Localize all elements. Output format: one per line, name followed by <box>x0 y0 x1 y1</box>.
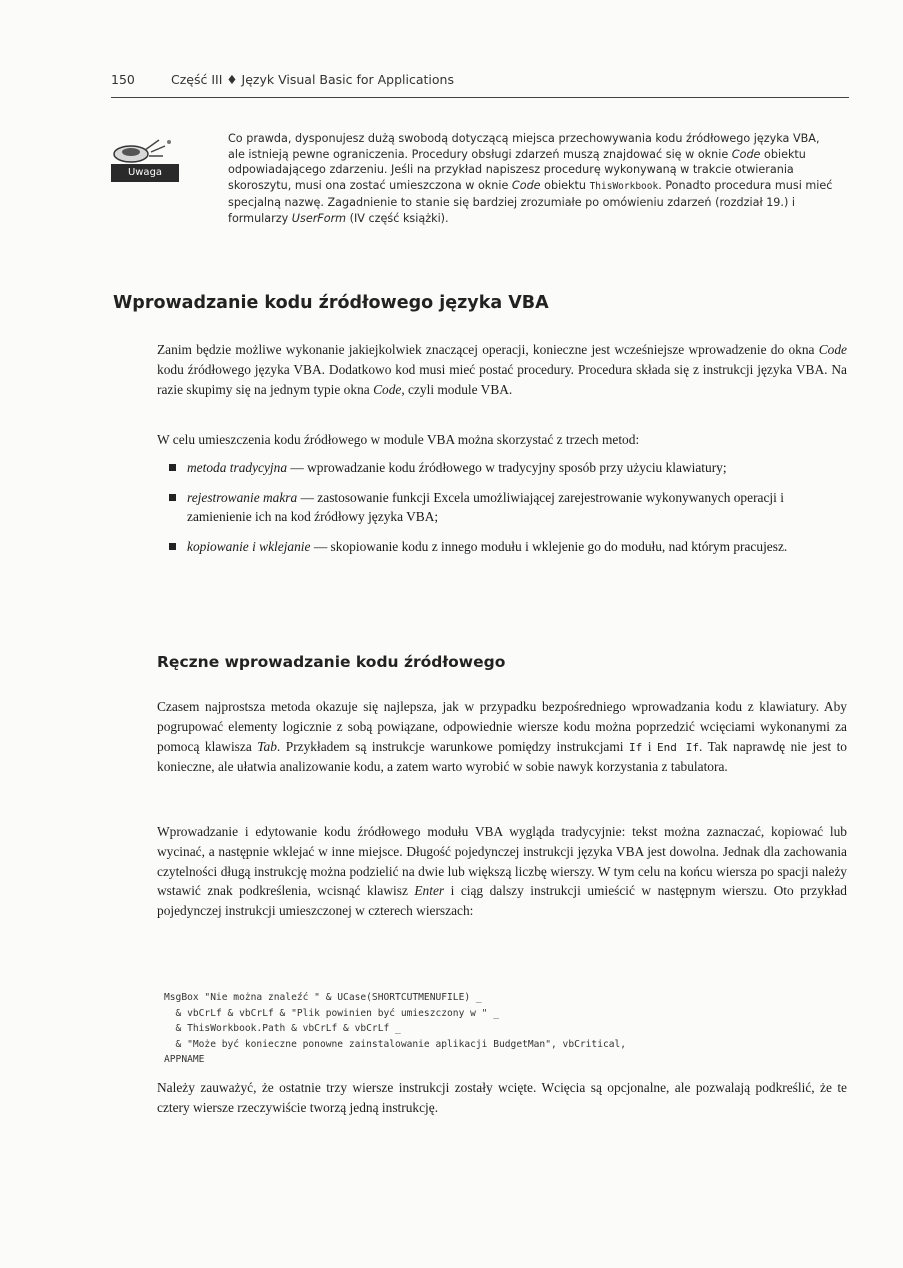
paragraph-methods-intro: W celu umieszczenia kodu źródłowego w module VBA można skorzystać z trzech metod: <box>157 432 640 447</box>
warning-note-icon <box>111 136 179 186</box>
code-line: & ThisWorkbook.Path & vbCrLf & vbCrLf _ <box>164 1023 401 1035</box>
methods-list <box>169 458 839 566</box>
list-item: rejestrowanie makra — zastosowanie funkcji Excela umożliwiającej zarejestrowanie wykonywanych operacji i zamienienie ich na kod źródłowy języka VBA; <box>169 488 839 527</box>
subsection-title: Ręczne wprowadzanie kodu źródłowego <box>157 653 506 671</box>
running-header <box>111 72 849 98</box>
code-line: MsgBox "Nie można znaleźć " & UCase(SHORTCUTMENUFILE) _ <box>164 992 482 1003</box>
paragraph-conclusion: Należy zauważyć, że ostatnie trzy wiersze instrukcji zostały wcięte. Wcięcia są opcjonalne, ale pozwalają podkreślić, że te cztery wiersze rzeczywiście tworzą jedną instrukcję. <box>157 1080 847 1115</box>
paragraph-manual-entry: Czasem najprostsza metoda okazuje się najlepsza, jak w przypadku bezpośredniego wprowadzania kodu z klawiatury. Aby pogrupować elementy logicznie z sobą powiązane, odpowiednie wiersze kodu można poprzedzić wcięciami wykonanymi za pomocą klawisza Tab. Przykładem są instrukcje warunkowe pomiędzy instrukcjami If i End If. Tak naprawdę nie jest to konieczne, ale ułatwia analizowanie kodu, a zatem warto wyrobić w sobie nawyk korzystania z tabulatora. <box>157 699 847 775</box>
bullet <box>169 543 176 550</box>
pen-hand-icon <box>111 136 179 166</box>
list-item: kopiowanie i wklejanie — skopiowanie kodu z innego modułu i wklejenie go do modułu, nad którym pracujesz. <box>169 537 839 557</box>
note-icon-label: Uwaga <box>111 164 179 182</box>
code-listing <box>164 990 854 1068</box>
paragraph-intro: Zanim będzie możliwe wykonanie jakiejkolwiek znaczącej operacji, konieczne jest wcześniejsze wprowadzenie do okna Code kodu źródłowego języka VBA. Dodatkowo kod musi mieć postać procedury. Procedura składa się z instrukcji języka VBA. Na razie skupimy się na jednym typie okna Code, czyli module VBA. <box>157 342 847 397</box>
bullet <box>169 494 176 501</box>
bullet <box>169 464 176 471</box>
running-title: Część III ♦ Język Visual Basic for Applications <box>171 72 454 87</box>
code-line: APPNAME <box>164 1054 205 1066</box>
paragraph-editing: Wprowadzanie i edytowanie kodu źródłowego modułu VBA wygląda tradycyjnie: tekst można zaznaczać, kopiować lub wycinać, a następnie wklejać w inne miejsce. Długość pojedynczej instrukcji języka VBA jest dowolna. Jednak dla zachowania czytelności długą instrukcję można podzielić na dwie lub większą liczbę wierszy. W tym celu na końcu wiersza po spacji należy wstawić znak podkreślenia, wcisnąć klawisz Enter i ciąg dalszy instrukcji umieścić w następnym wierszu. Oto przykład pojedynczej instrukcji umieszczonej w czterech wierszach: <box>157 824 847 919</box>
list-item: metoda tradycyjna — wprowadzanie kodu źródłowego w tradycyjny sposób przy użyciu klawiatury; <box>169 458 839 478</box>
code-line: & vbCrLf & vbCrLf & "Plik powinien być umieszczony w " _ <box>164 1007 500 1019</box>
code-line: & "Może być konieczne ponowne zainstalowanie aplikacji BudgetMan", vbCritical, <box>164 1038 627 1050</box>
page-number: 150 <box>111 72 135 87</box>
note-text: Co prawda, dysponujesz dużą swobodą dotyczącą miejsca przechowywania kodu źródłowego języka VBA, ale istnieją pewne ograniczenia. Procedury obsługi zdarzeń muszą znajdować się w oknie Code obiektu odpowiadającego zdarzeniu. Jeśli na przykład napiszesz procedurę wykonywaną w trakcie otwierania skoroszytu, musi ona zostać umieszczona w oknie Code obiektu ThisWorkbook. Ponadto procedura musi mieć specjalną nazwę. Zagadnienie to stanie się bardziej zrozumiałe po omówieniu zdarzeń (rozdział 19.) i formularzy UserForm (IV część książki). <box>228 132 833 225</box>
section-title: Wprowadzanie kodu źródłowego języka VBA <box>113 293 549 313</box>
